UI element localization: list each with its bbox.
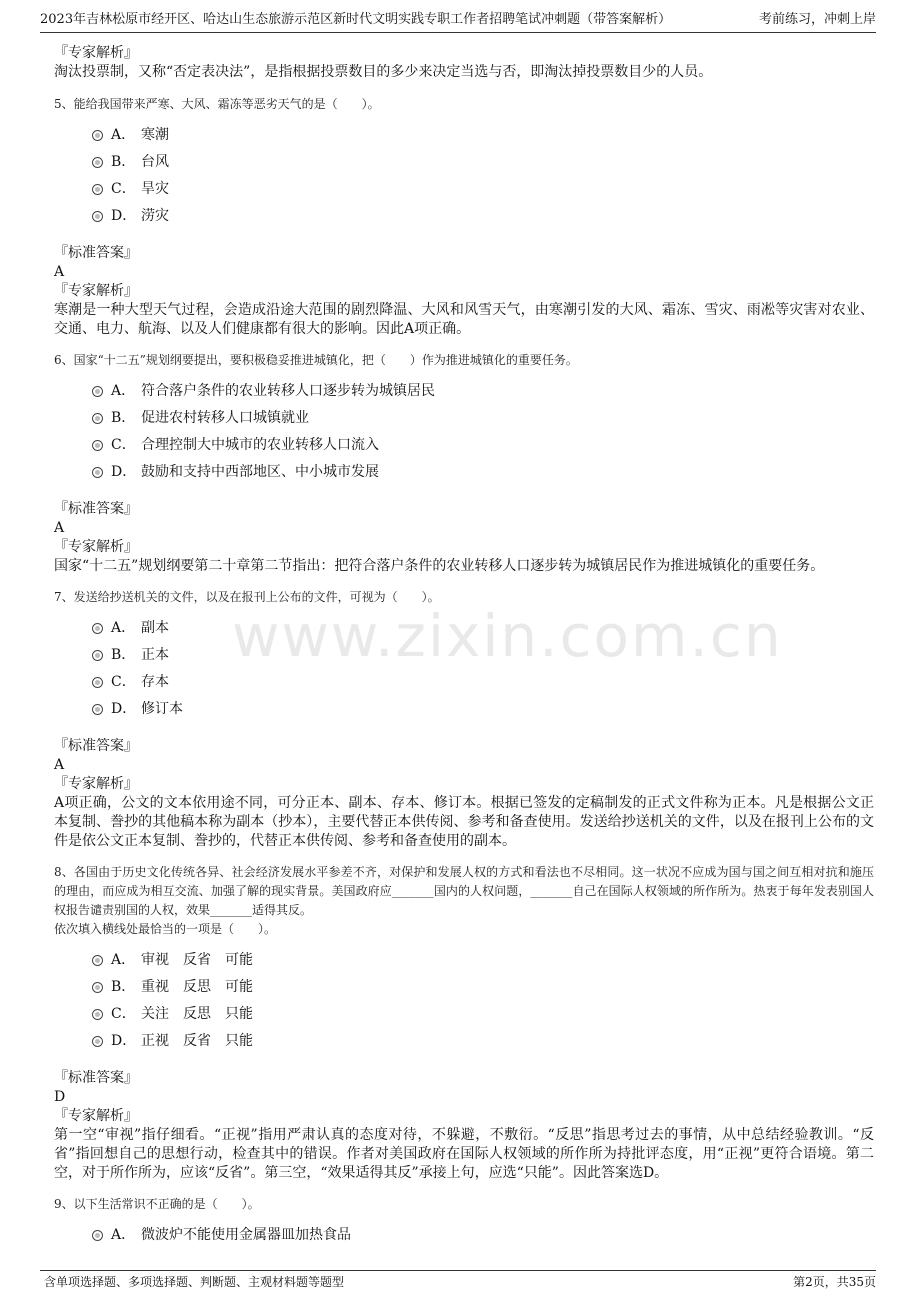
radio-icon[interactable]: [92, 704, 103, 715]
option-list: [92, 945, 874, 1053]
question-instruction: 依次填入横线处最恰当的一项是（ ）。: [54, 922, 277, 936]
page-number: 第2页，共35页: [793, 1275, 876, 1289]
page-content: [54, 44, 874, 1247]
radio-icon[interactable]: [92, 1036, 103, 1047]
footer-note: 含单项选择题、多项选择题、判断题、主观材料题等题型: [44, 1275, 345, 1289]
radio-icon[interactable]: [92, 467, 103, 478]
option-list: [92, 613, 874, 721]
option-a[interactable]: A． 微波炉不能使用金属器皿加热食品: [92, 1220, 874, 1247]
option-b[interactable]: B． 促进农村转移人口城镇就业: [92, 403, 874, 430]
expert-analysis-label: 『专家解析』: [54, 45, 138, 61]
option-list: [92, 376, 874, 484]
option-b[interactable]: B． 台风: [92, 147, 874, 174]
radio-icon[interactable]: [92, 157, 103, 168]
option-b[interactable]: B． 正本: [92, 640, 874, 667]
expert-analysis-text: 国家“十二五”规划纲要第二十章第二节指出：把符合落户条件的农业转移人口逐步转为城镇居民作为推进城镇化的重要任务。: [54, 558, 825, 574]
expert-analysis-label: 『专家解析』: [54, 539, 138, 555]
radio-icon[interactable]: [92, 211, 103, 222]
option-a[interactable]: A． 寒潮: [92, 120, 874, 147]
option-a[interactable]: A． 符合落户条件的农业转移人口逐步转为城镇居民: [92, 376, 874, 403]
standard-answer: D: [54, 1089, 66, 1105]
expert-analysis-label: 『专家解析』: [54, 283, 138, 299]
option-a[interactable]: A． 副本: [92, 613, 874, 640]
question-stem: 9、以下生活常识不正确的是（ ）。: [54, 1197, 260, 1211]
option-list: [92, 120, 874, 228]
standard-answer-label: 『标准答案』: [54, 1070, 138, 1086]
option-b[interactable]: B． 重视 反思 可能: [92, 972, 874, 999]
question-stem: 8、各国由于历史文化传统各异、社会经济发展水平参差不齐，对保护和发展人权的方式和看法也不尽相同。这一状况不应成为国与国之间互相对抗和施压的理由，而应成为相互交流、加强了解的现实背景。美国政府应_______国内的人权问题，_______自己在国际人权领域的所作所为。热衷于每年发表别国人权报告谴责别国的人权，效果_______适得其反。: [54, 865, 874, 917]
expert-analysis-text: 淘汰投票制，又称“否定表决法”，是指根据投票数目的多少来决定当选与否，即淘汰掉投票数目少的人员。: [54, 64, 713, 80]
expert-analysis-text: 第一空“审视”指仔细看。“正视”指用严肃认真的态度对待，不躲避，不敷衍。“反思”指思考过去的事情，从中总结经验教训。“反省”指回想自己的思想行动，检查其中的错误。作者对美国政府在国际人权领域的所作所为持批评态度，用“正视”更符合语境。第二空，对于所作所为，应该“反省”。第三空，“效果适得其反”承接上句，应选“只能”。因此答案选D。: [54, 1127, 874, 1181]
expert-analysis-text: 寒潮是一种大型天气过程，会造成沿途大范围的剧烈降温、大风和风雪天气，由寒潮引发的大风、霜冻、雪灾、雨凇等灾害对农业、交通、电力、航海、以及人们健康都有很大的影响。因此A项正确。: [54, 302, 874, 337]
radio-icon[interactable]: [92, 650, 103, 661]
document-title: 2023年吉林松原市经开区、哈达山生态旅游示范区新时代文明实践专职工作者招聘笔试冲刺题（带答案解析）: [40, 12, 672, 27]
question-stem: 7、发送给抄送机关的文件，以及在报刊上公布的文件，可视为（ ）。: [54, 590, 440, 604]
standard-answer-label: 『标准答案』: [54, 501, 138, 517]
standard-answer: A: [54, 757, 65, 773]
option-c[interactable]: C． 存本: [92, 667, 874, 694]
standard-answer: A: [54, 264, 65, 280]
option-d[interactable]: D． 修订本: [92, 694, 874, 721]
radio-icon[interactable]: [92, 386, 103, 397]
option-c[interactable]: C． 关注 反思 只能: [92, 999, 874, 1026]
radio-icon[interactable]: [92, 440, 103, 451]
watermark: www.zixin.com.cn: [232, 602, 783, 670]
expert-analysis-text: A项正确，公文的文本依用途不同，可分正本、副本、存本、修订本。根据已签发的定稿制发的正式文件称为正本。凡是根据公文正本复制、誊抄的其他稿本称为副本（抄本），主要代替正本供传阅、参考和备查使用。发送给抄送机关的文件，以及在报刊上公布的文件是依公文正本复制、誊抄的，代替正本供传阅、参考和备查使用的副本。: [54, 795, 874, 849]
standard-answer-label: 『标准答案』: [54, 738, 138, 754]
expert-analysis-label: 『专家解析』: [54, 776, 138, 792]
option-list: [92, 1220, 874, 1247]
standard-answer: A: [54, 520, 65, 536]
radio-icon[interactable]: [92, 623, 103, 634]
radio-icon[interactable]: [92, 982, 103, 993]
expert-analysis-label: 『专家解析』: [54, 1108, 138, 1124]
option-d[interactable]: D． 正视 反省 只能: [92, 1026, 874, 1053]
radio-icon[interactable]: [92, 677, 103, 688]
radio-icon[interactable]: [92, 1230, 103, 1241]
option-d[interactable]: D． 鼓励和支持中西部地区、中小城市发展: [92, 457, 874, 484]
option-a[interactable]: A． 审视 反省 可能: [92, 945, 874, 972]
radio-icon[interactable]: [92, 184, 103, 195]
option-c[interactable]: C． 合理控制大中城市的农业转移人口流入: [92, 430, 874, 457]
standard-answer-label: 『标准答案』: [54, 245, 138, 261]
question-stem: 5、能给我国带来严寒、大风、霜冻等恶劣天气的是（ ）。: [54, 97, 380, 111]
question-stem: 6、国家“十二五”规划纲要提出，要积极稳妥推进城镇化，把（ ）作为推进城镇化的重要任务。: [54, 353, 578, 367]
radio-icon[interactable]: [92, 413, 103, 424]
radio-icon[interactable]: [92, 130, 103, 141]
radio-icon[interactable]: [92, 955, 103, 966]
option-c[interactable]: C． 旱灾: [92, 174, 874, 201]
page-header: [40, 10, 876, 33]
option-d[interactable]: D． 涝灾: [92, 201, 874, 228]
page-footer: [40, 1270, 876, 1293]
radio-icon[interactable]: [92, 1009, 103, 1020]
header-slogan: 考前练习，冲刺上岸: [758, 12, 876, 27]
